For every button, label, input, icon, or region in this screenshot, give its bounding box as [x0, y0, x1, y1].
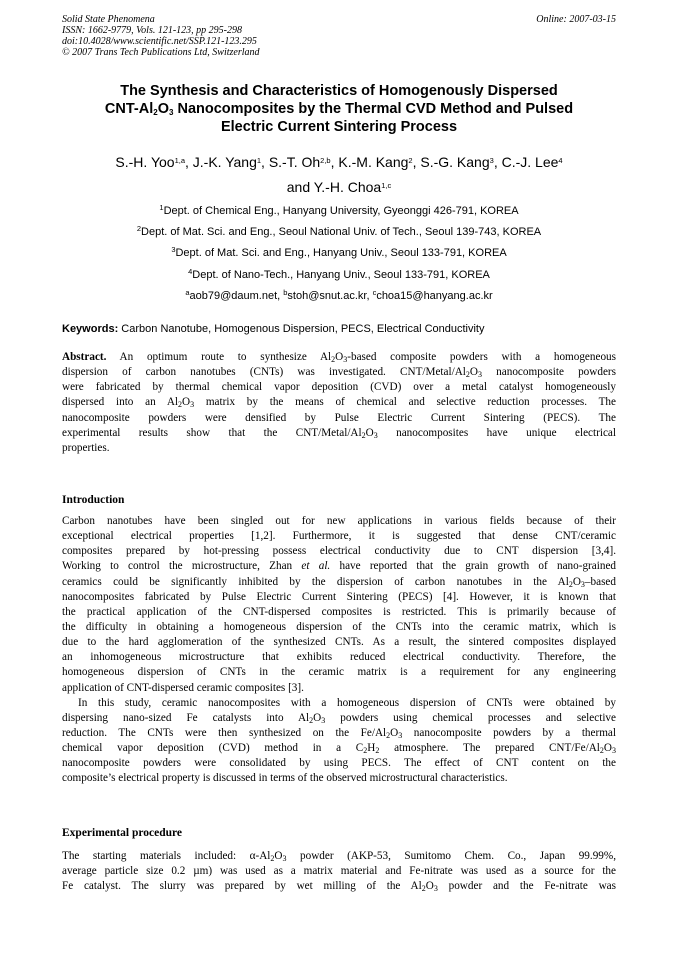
email-line	[40, 286, 638, 307]
text-run: dispersion of carbon nanotubes (CNTs) was investigated. CNT/Metal/Al	[62, 366, 466, 379]
intro-line: composite’s electrical property is discussed in terms of the observed microstructural characteristics.	[62, 772, 508, 785]
subscript: 2	[421, 884, 426, 894]
author-affil-mark: 3	[489, 156, 494, 165]
journal-doi: doi:10.4028/www.scientific.net/SSP.121-123.295	[62, 36, 257, 47]
text-run: have reported that the grain growth of nano-grained	[330, 560, 616, 573]
affiliation-3	[40, 243, 638, 264]
affil-number: 1	[159, 203, 164, 212]
text-run: reduction. The CNTs were then synthesized on the Fe/Al	[62, 726, 387, 739]
intro-line: the practical application of the CNT-dispersed composites is restricted. This is primarily because of	[62, 605, 616, 618]
abstract-line: nanocomposite powders were densified by Pulse Electric Current Sintering (PECS). The	[62, 411, 616, 424]
subscript: 2	[465, 370, 470, 380]
abstract-label: Abstract.	[62, 351, 107, 363]
email-address[interactable]: aob79@daum.net,	[189, 289, 284, 302]
exp-line: average particle size 0.2 µm) was used as a matrix material and Fe-nitrate was used as a source for the	[62, 865, 616, 878]
abstract-line	[62, 365, 616, 380]
text-run: chemical vapor deposition (CVD) method in a C	[62, 742, 364, 755]
abstract-line	[62, 395, 616, 410]
affil-text: Dept. of Chemical Eng., Hanyang University, Gyeonggi 426-791, KOREA	[163, 205, 519, 217]
subscript: 2	[309, 715, 314, 725]
text-run: -based composite powders with a homogeneous	[347, 351, 616, 363]
intro-line: nanocomposite powders were consolidated by using PECS. The effect of CNT content on the	[62, 757, 616, 770]
text-run: dispersing nano-sized Fe catalysts into Al	[62, 711, 310, 724]
author-name: , S.-T. Oh	[261, 154, 321, 170]
subscript: 3	[343, 355, 348, 364]
intro-line: composites prepared by hot-pressing possess electrical conductivity due to CNT dispersion [3,4].	[62, 545, 616, 558]
subscript: 3	[373, 430, 378, 440]
abstract-line: properties.	[62, 441, 110, 454]
exp-line	[62, 849, 616, 864]
text-run: nanocomposite powders	[482, 366, 616, 379]
author-line-1	[40, 150, 638, 175]
subscript: 2	[361, 430, 366, 440]
text-run: dispersed into an Al	[62, 396, 179, 409]
author-name: , S.-G. Kang	[412, 154, 490, 170]
title-text: CNT-Al	[104, 101, 154, 117]
affil-number: 3	[171, 245, 176, 255]
intro-line: In this study, ceramic nanocomposites with a homogeneous dispersion of CNTs were obtained by	[78, 696, 616, 709]
intro-line	[62, 559, 616, 574]
intro-line: an inhomogeneous microstructure that exhibits reduced electrical conductivity. Therefore, the	[62, 651, 616, 664]
journal-copyright: © 2007 Trans Tech Publications Ltd, Switzerland	[62, 47, 260, 58]
subscript: 3	[190, 400, 195, 410]
subscript: 3	[612, 746, 616, 756]
journal-name: Solid State Phenomena	[62, 14, 155, 25]
intro-line	[62, 741, 616, 756]
author-affil-mark: 4	[558, 156, 563, 165]
affil-number: 2	[136, 224, 142, 234]
subscript: 3	[478, 370, 482, 380]
text-run: powder (AKP-53, Sumitomo Chem. Co., Japan 99.99%,	[286, 850, 616, 862]
author-name: , K.-M. Kang	[330, 154, 409, 170]
text-run: O	[335, 351, 344, 363]
text-run: O	[274, 850, 283, 862]
text-run: O	[572, 575, 581, 588]
journal-issn: ISSN: 1662-9779, Vols. 121-123, pp 295-298	[62, 25, 242, 36]
text-run: matrix by the means of chemical and selective reduction processes. The	[194, 396, 616, 409]
keywords	[62, 322, 622, 336]
text-run: atmosphere. The prepared CNT/Fe/Al	[379, 742, 600, 755]
affil-text: Dept. of Mat. Sci. and Eng., Seoul National Univ. of Tech., Seoul 139-743, KOREA	[141, 226, 542, 239]
text-run: H	[367, 742, 376, 755]
title-text: O	[157, 101, 169, 117]
intro-line: exceptional electrical properties [1,2]. Furthermore, it is suggested that dense CNT/ceramic	[62, 530, 616, 543]
abstract-line: were fabricated by thermal chemical vapor deposition (CVD) over a metal catalyst homogeneously	[62, 381, 616, 394]
subscript: 2	[178, 400, 183, 410]
author-name: and Y.-H. Choa	[286, 179, 382, 195]
email-mark: b	[283, 287, 288, 297]
author-affil-mark: 1,a	[174, 156, 186, 165]
author-affil-mark: 1	[256, 156, 262, 165]
author-name: , J.-K. Yang	[185, 154, 257, 170]
text-run: experimental results show that the CNT/Metal/Al	[62, 426, 362, 439]
title-line-2	[62, 100, 616, 118]
title-text: Nanocomposites by the Thermal CVD Method and Pulsed	[173, 101, 574, 117]
text-run: O	[390, 726, 399, 739]
exp-line	[62, 879, 616, 894]
subscript: 3	[282, 854, 287, 863]
email-address[interactable]: stoh@snut.ac.kr,	[287, 289, 373, 302]
intro-line: the difficulty in obtaining a homogeneous dispersion of the CNTs into the ceramic matrix, which is	[62, 620, 616, 633]
text-run: O	[469, 366, 478, 379]
text-run: ceramics could be significantly inhibited by the dispersion of carbon nanotubes in the Al	[62, 575, 569, 588]
keywords-text: Carbon Nanotube, Homogenous Dispersion, PECS, Electrical Conductivity	[118, 323, 485, 335]
author-affil-mark: 1,c	[381, 181, 392, 190]
affiliation-4	[40, 265, 638, 286]
text-run: O	[603, 742, 613, 755]
subscript: 2	[363, 746, 368, 756]
text-italic: et al.	[301, 560, 331, 573]
affiliation-1	[40, 201, 638, 222]
text-run: nanocomposites have unique electrical	[377, 426, 616, 439]
title-subscript: 2	[153, 108, 158, 117]
subscript: 3	[580, 579, 585, 589]
experimental-body	[62, 849, 616, 894]
subscript: 2	[599, 746, 604, 756]
text-run: O	[182, 396, 191, 409]
text-run: An optimum route to synthesize Al	[106, 351, 332, 363]
author-line-2	[40, 175, 638, 200]
subscript: 2	[568, 579, 573, 589]
subscript: 3	[398, 730, 403, 740]
intro-line: due to the hard agglomeration of the synthesized CNTs. As a result, the sintered composites displayed	[62, 636, 616, 649]
keywords-label: Keywords:	[62, 323, 119, 335]
journal-header	[62, 14, 616, 58]
abstract	[62, 350, 616, 456]
subscript: 2	[270, 854, 275, 863]
title-line-3: Electric Current Sintering Process	[220, 119, 458, 135]
affil-text: Dept. of Mat. Sci. and Eng., Hanyang Univ., Seoul 133-791, KOREA	[175, 247, 507, 260]
subscript: 3	[321, 715, 326, 725]
text-run: powder and the Fe-nitrate was	[437, 880, 616, 893]
online-date: Online: 2007-03-15	[536, 14, 616, 25]
intro-line	[62, 726, 616, 741]
author-affil-mark: 2	[408, 156, 413, 165]
paper-title	[62, 82, 616, 136]
intro-line	[62, 711, 616, 726]
title-subscript: 3	[169, 108, 174, 117]
text-run: Working to control the microstructure, Zhan	[62, 560, 302, 573]
text-run: O	[365, 426, 374, 439]
email-address[interactable]: choa15@hanyang.ac.kr	[376, 289, 493, 302]
subscript: 2	[386, 730, 391, 740]
author-affil-mark: 2,b	[320, 156, 331, 165]
subscript: 2	[331, 355, 336, 364]
text-run: Fe catalyst. The slurry was prepared by wet milling of the Al	[62, 880, 422, 893]
intro-line: application of CNT-dispersed ceramic composites [3].	[62, 681, 304, 694]
affiliation-2	[40, 222, 638, 243]
intro-line: homogeneous dispersion of CNTs in the ceramic matrix is a requirement for any engineering	[62, 666, 616, 679]
affil-number: 4	[188, 266, 193, 276]
text-run: nanocomposite powders by a thermal	[402, 726, 616, 739]
experimental-heading: Experimental procedure	[62, 827, 182, 839]
email-mark: c	[372, 287, 377, 297]
abstract-line	[62, 426, 616, 441]
intro-line: Carbon nanotubes have been singled out for new applications in various fields because of their	[62, 515, 616, 527]
text-run: O	[425, 880, 434, 893]
introduction-heading: Introduction	[62, 494, 125, 506]
affil-text: Dept. of Nano-Tech., Hanyang Univ., Seoul 133-791, KOREA	[192, 268, 490, 281]
author-name: S.-H. Yoo	[115, 154, 175, 170]
text-run: O	[313, 711, 322, 724]
text-run: –based	[584, 575, 616, 588]
text-run: powders using chemical processes and selective	[325, 711, 616, 724]
subscript: 3	[433, 884, 438, 894]
subscript: 2	[375, 746, 380, 756]
affiliation-list	[40, 201, 638, 307]
author-name: , C.-J. Lee	[493, 154, 559, 170]
abstract-line	[62, 350, 616, 365]
intro-line: nanocomposites fabricated by Pulse Electric Current Sintering (PECS) [4]. However, it is known that	[62, 590, 616, 603]
introduction-body	[62, 514, 616, 787]
title-line-1: The Synthesis and Characteristics of Homogenously Dispersed	[120, 83, 558, 99]
text-run: The starting materials included: α-Al	[62, 850, 271, 862]
intro-line	[62, 575, 616, 590]
author-list	[40, 150, 638, 200]
email-mark: a	[185, 287, 190, 297]
